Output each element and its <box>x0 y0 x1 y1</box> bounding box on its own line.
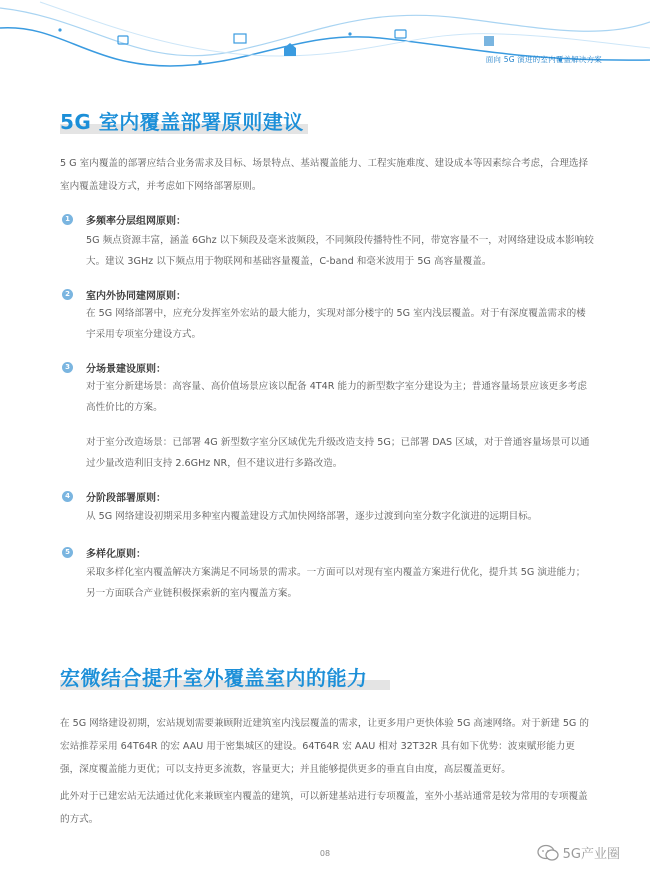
tablet-icon <box>395 30 406 38</box>
building-icon <box>484 36 494 46</box>
principle-title: 多频率分层组网原则： <box>86 215 186 227</box>
principle-heading <box>62 488 166 504</box>
number-badge: 3 <box>62 362 73 373</box>
watermark <box>537 843 620 862</box>
wechat-icon <box>537 844 559 862</box>
number-badge: 5 <box>62 547 73 558</box>
body-paragraph: 此外对于已建宏站无法通过优化来兼顾室内覆盖的建筑，可以新建基站进行专项覆盖，室外小基站通常是较为常用的专项覆盖的方式。 <box>60 791 588 825</box>
number-badge: 2 <box>62 289 73 300</box>
section-intro: 5 G 室内覆盖的部署应结合业务需求及目标、场景特点、基站覆盖能力、工程实施难度、建设成本等因素综合考虑，合理选择室内覆盖建设方式，并考虑如下网络部署原则。 <box>60 158 589 192</box>
principle-heading <box>62 211 186 227</box>
body-paragraph: 在 5G 网络建设初期，宏站规划需要兼顾附近建筑室内浅层覆盖的需求，让更多用户更快体验 5G 高速网络。对于新建 5G 的宏站推荐采用 64T64R 的宏 AAU 用于密集城区的建设。64T64R 宏 AAU 相对 32T32R 具有如下优势：波束赋形能力更强，深度覆盖能力更优；可以支持更多流数，容量更大；并且能够提供更多的垂直自由度，高层覆盖更好。 <box>60 718 590 775</box>
principle-text: 在 5G 网络部署中，应充分发挥室外宏站的最大能力，实现对部分楼宇的 5G 室内浅层覆盖。对于有深度覆盖需求的楼宇采用专项室分建设方式。 <box>86 308 586 340</box>
principle-text: 对于室分新建场景：高容量、高价值场景应该以配备 4T4R 能力的新型数字室分建设为主；普通容量场景应该更多考虑高性价比的方案。 <box>86 381 587 413</box>
principle-heading <box>62 359 166 375</box>
section-title: 宏微结合提升室外覆盖室内的能力 <box>60 666 368 690</box>
principle-title: 室内外协同建网原则： <box>86 290 186 302</box>
principle-title: 分场景建设原则： <box>86 363 166 375</box>
principle-heading <box>62 286 186 302</box>
header-banner <box>0 0 650 80</box>
principle-title: 分阶段部署原则： <box>86 492 166 504</box>
number-badge: 4 <box>62 491 73 502</box>
banner-wave-thin <box>40 2 650 56</box>
screen-icon <box>234 34 246 43</box>
watermark-text: 5G产业圈 <box>562 847 620 862</box>
principle-heading <box>62 544 146 560</box>
principle-text: 对于室分改造场景：已部署 4G 新型数字室分区域优先升级改造支持 5G；已部署 DAS 区域，对于普通容量场景可以通过少量改造利旧支持 2.6GHz NR，但不建议进行多路改造。 <box>86 437 590 469</box>
header-title: 面向 5G 演进的室内覆盖解决方案 <box>485 55 602 64</box>
number-badge: 1 <box>62 214 73 225</box>
principle-title: 多样化原则： <box>86 548 146 560</box>
page-number: 08 <box>319 849 331 858</box>
banner-wave-light <box>0 8 650 56</box>
principle-text: 从 5G 网络建设初期采用多种室内覆盖建设方式加快网络部署，逐步过渡到向室分数字化演进的远期目标。 <box>86 511 538 522</box>
principle-text: 5G 频点资源丰富，涵盖 6Ghz 以下频段及毫米波频段，不同频段传播特性不同，带宽容量不一，对网络建设成本影响较大。建议 3GHz 以下频点用于物联网和基础容量覆盖，C-band 和毫米波用于 5G 高容量覆盖。 <box>86 235 594 267</box>
section-title: 5G 室内覆盖部署原则建议 <box>60 110 304 134</box>
principle-text: 采取多样化室内覆盖解决方案满足不同场景的需求。一方面可以对现有室内覆盖方案进行优化，提升其 5G 演进能力；另一方面联合产业链积极探索新的室内覆盖方案。 <box>86 567 586 599</box>
